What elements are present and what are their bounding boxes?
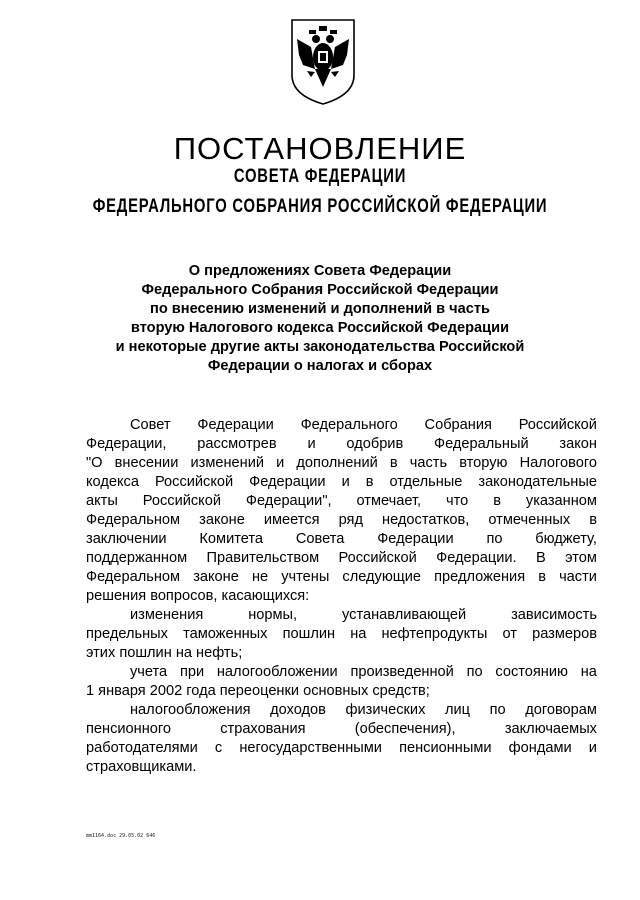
subject-line: Федерального Собрания Российской Федерации [141,282,499,298]
body-line [86,454,597,473]
word: пошлин [282,626,336,642]
word: учета [130,664,168,680]
body-line [86,416,597,435]
word: доходов [270,702,326,718]
word: ряд [338,512,363,528]
subject-line: и некоторые другие акты законодательства Российской [115,339,525,355]
word: Федерации, [86,436,167,452]
word: Совета [295,531,345,547]
word: рассмотрев [197,436,277,452]
word: в [389,455,398,471]
body-line [86,739,597,758]
body-line [86,625,597,644]
word: "О [86,455,103,471]
word: состоянию [495,664,568,680]
word: отмечает, [356,493,422,509]
word: Российской [154,474,234,490]
word: Федерации. [436,550,517,566]
word: изменений [190,455,265,471]
word: что [446,493,469,509]
word: фондами [508,740,572,756]
word: Федерации [197,417,274,433]
word: имеется [263,512,320,528]
word: и [276,455,285,471]
word: закон [559,436,597,452]
word: Налогового [519,455,597,471]
word: в [365,474,374,490]
word: от [502,626,517,642]
body-line [86,663,597,682]
word: Федерального [300,417,398,433]
word: в [493,493,501,509]
body-line [86,530,597,549]
word: пенсионными [399,740,492,756]
word: с [214,740,223,756]
word: (обеспечения), [354,721,456,737]
word: нефтепродукты [381,626,488,642]
word: Федеральном [86,512,181,528]
word: Правительством [206,550,320,566]
file-stamp: mm1164.doc 29.05.02 646 [86,833,156,839]
document-body [86,416,597,777]
coat-of-arms-icon [289,17,357,107]
word: отдельные [389,474,463,490]
word: предложения [434,569,526,585]
body-line [86,568,597,587]
word: страхования [220,721,306,737]
subject-line: О предложениях Совета Федерации [188,263,452,279]
word: В [536,550,546,566]
body-line: страховщиками. [86,759,197,775]
word: и [341,474,350,490]
word: зависимость [511,607,597,623]
word: Федерации [249,474,326,490]
issuer-line-1: СОВЕТА ФЕДЕРАЦИИ [233,166,407,187]
word: предельных [86,626,168,642]
word: налогообложении [216,664,338,680]
word: законе [199,512,245,528]
body-line: этих пошлин на нефть; [86,645,243,661]
word: Российской [518,417,597,433]
word: дополнений [296,455,378,471]
body-line [86,606,597,625]
word: по [486,531,503,547]
word: не [251,569,269,585]
word: размеров [532,626,597,642]
document-type-title: ПОСТАНОВЛЕНИЕ [173,131,467,166]
subject-line: Федерации о налогах и сборах [207,358,433,374]
word: по [466,664,483,680]
word: изменения [130,607,204,623]
body-line [86,701,597,720]
body-line [86,492,597,511]
word: Федерации [377,531,454,547]
word: устанавливающей [342,607,467,623]
body-line [86,435,597,454]
word: учтены [281,569,330,585]
word: законе [193,569,239,585]
word: отмеченных [488,512,571,528]
word: договорам [525,702,597,718]
word: этом [565,550,597,566]
word: поддержанном [86,550,188,566]
word: по [489,702,506,718]
word: работодателями [86,740,198,756]
document-subject [100,262,540,376]
word: Федерации", [245,493,332,509]
word: лиц [444,702,470,718]
body-line [86,549,597,568]
body-line [86,511,597,530]
word: акты [86,493,118,509]
word: недостатков, [382,512,470,528]
body-line: решения вопросов, касающихся: [86,588,310,604]
word: физических [345,702,426,718]
word: в [538,569,546,585]
word: Федеральный [434,436,529,452]
word: и [588,740,597,756]
word: при [179,664,205,680]
word: одобрив [346,436,404,452]
word: на [350,626,367,642]
word: пенсионного [86,721,171,737]
word: негосударственными [239,740,382,756]
word: нормы, [248,607,298,623]
word: бюджету, [535,531,597,547]
body-line: 1 января 2002 года переоценки основных средств; [86,683,430,699]
word: Российской [338,550,417,566]
word: часть [409,455,448,471]
subject-line: вторую Налогового кодекса Российской Федерации [130,320,510,336]
word: Комитета [199,531,264,547]
word: следующие [342,569,422,585]
body-line [86,473,597,492]
word: законодательные [478,474,597,490]
body-line [86,720,597,739]
subject-line: по внесению изменений и дополнений в часть [150,301,490,317]
word: вторую [459,455,508,471]
word: таможенных [183,626,268,642]
word: произведенной [350,664,454,680]
word: Федеральном [86,569,181,585]
word: заключаемых [504,721,597,737]
issuer-line-2: ФЕДЕРАЛЬНОГО СОБРАНИЯ РОССИЙСКОЙ ФЕДЕРАЦИИ [92,196,548,217]
word: Совет [130,417,171,433]
word: Собрания [424,417,492,433]
word: указанном [525,493,597,509]
word: внесении [114,455,179,471]
word: на [580,664,597,680]
word: заключении [86,531,167,547]
word: части [559,569,597,585]
word: и [307,436,316,452]
word: налогообложения [130,702,251,718]
word: Российской [142,493,221,509]
word: в [589,512,597,528]
word: кодекса [86,474,139,490]
